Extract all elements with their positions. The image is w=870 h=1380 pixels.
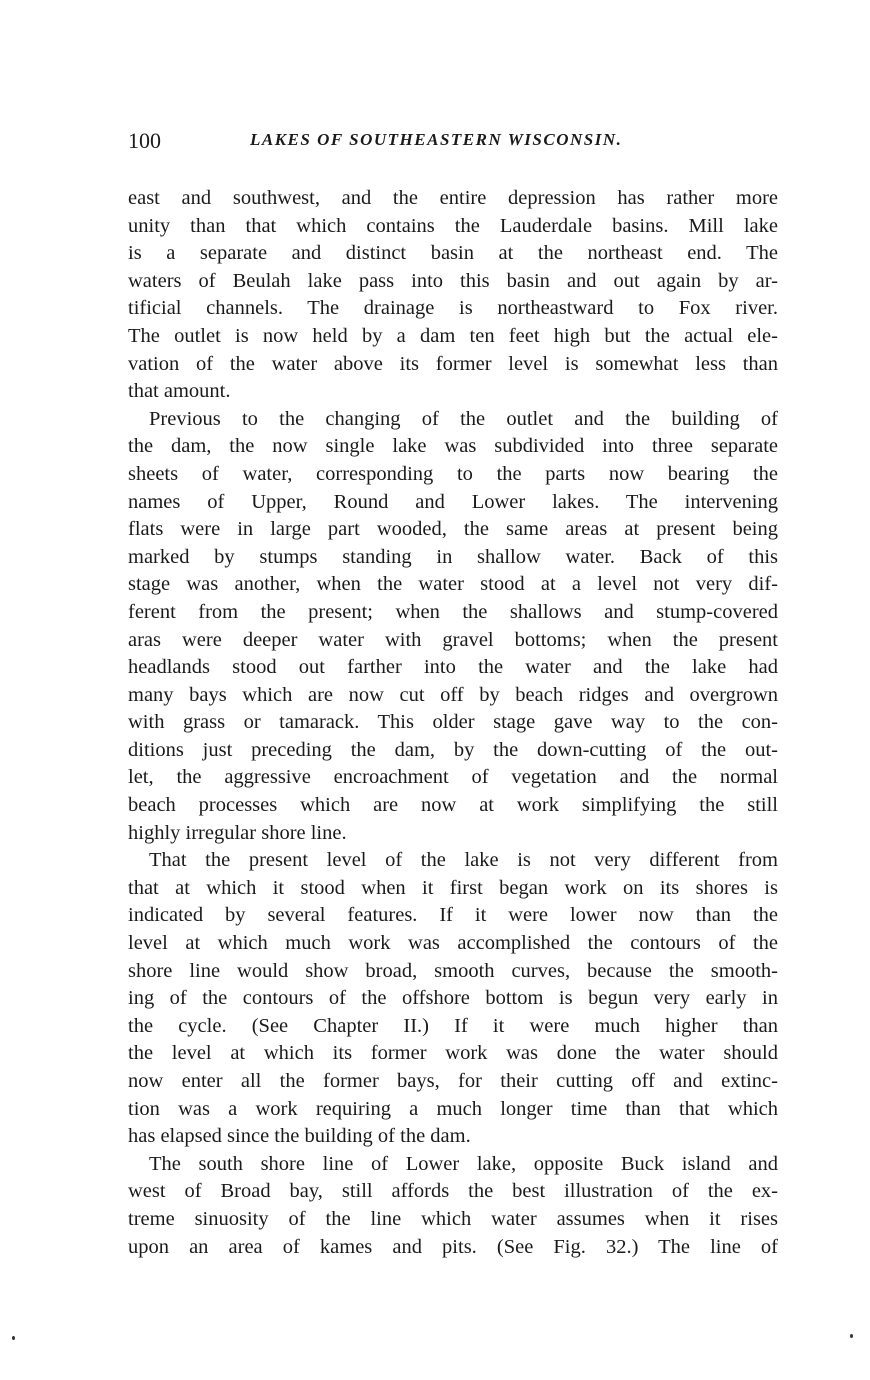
text-line: level at which much work was accomplished the contours of the	[128, 932, 778, 955]
text-line: aras were deeper water with gravel bottoms; when the present	[128, 628, 778, 651]
text-line: highly irregular shore line.	[128, 821, 347, 844]
page-header	[128, 128, 778, 160]
text-line: The south shore line of Lower lake, opposite Buck island and	[149, 1152, 778, 1175]
text-line: marked by stumps standing in shallow water. Back of this	[128, 545, 778, 568]
text-line: the cycle. (See Chapter II.) If it were much higher than	[128, 1014, 778, 1037]
text-line: That the present level of the lake is not very different from	[149, 849, 778, 872]
text-line: waters of Beulah lake pass into this basin and out again by ar-	[128, 269, 778, 292]
text-line: indicated by several features. If it were lower now than the	[128, 904, 778, 927]
text-line: let, the aggressive encroachment of vegetation and the normal	[128, 766, 778, 789]
text-line: The outlet is now held by a dam ten feet high but the actual ele-	[128, 324, 778, 347]
text-line: sheets of water, corresponding to the parts now bearing the	[128, 462, 778, 485]
text-line: flats were in large part wooded, the same areas at present being	[128, 518, 778, 541]
text-line: upon an area of kames and pits. (See Fig. 32.) The line of	[128, 1235, 778, 1258]
paragraph-2	[128, 406, 778, 848]
text-line: treme sinuosity of the line which water assumes when it rises	[128, 1207, 778, 1230]
paragraph-4	[128, 1151, 778, 1261]
text-line: has elapsed since the building of the dam.	[128, 1125, 471, 1148]
text-line: that amount.	[128, 380, 231, 403]
text-line: east and southwest, and the entire depression has rather more	[128, 187, 778, 209]
text-line: Previous to the changing of the outlet and the building of	[149, 407, 778, 430]
text-line: beach processes which are now at work simplifying the still	[128, 794, 778, 817]
running-head: LAKES OF SOUTHEASTERN WISCONSIN.	[250, 130, 623, 149]
text-line: vation of the water above its former level is somewhat less than	[128, 352, 778, 375]
text-line: ferent from the present; when the shallows and stump-covered	[128, 600, 778, 623]
text-line: ditions just preceding the dam, by the down-cutting of the out-	[128, 738, 778, 761]
text-line: is a separate and distinct basin at the northeast end. The	[128, 242, 778, 265]
text-line: the dam, the now single lake was subdivided into three separate	[128, 435, 778, 458]
text-line: names of Upper, Round and Lower lakes. The intervening	[128, 490, 778, 513]
paragraph-3	[128, 847, 778, 1151]
text-line: with grass or tamarack. This older stage gave way to the con-	[128, 711, 778, 734]
text-line: stage was another, when the water stood at a level not very dif-	[128, 573, 778, 596]
text-line: headlands stood out farther into the water and the lake had	[128, 656, 778, 679]
text-line: the level at which its former work was done the water should	[128, 1042, 778, 1065]
text-line: west of Broad bay, still affords the best illustration of the ex-	[128, 1180, 778, 1203]
scan-speck	[12, 1336, 15, 1340]
text-line: tificial channels. The drainage is northeastward to Fox river.	[128, 297, 778, 320]
text-line: many bays which are now cut off by beach ridges and overgrown	[128, 683, 778, 706]
text-line: unity than that which contains the Lauderdale basins. Mill lake	[128, 214, 778, 237]
text-line: now enter all the former bays, for their cutting off and extinc-	[128, 1070, 778, 1092]
scan-speck	[850, 1334, 853, 1338]
text-line: tion was a work requiring a much longer time than that which	[128, 1097, 778, 1120]
text-line: shore line would show broad, smooth curves, because the smooth-	[128, 959, 778, 982]
text-line: that at which it stood when it first began work on its shores is	[128, 876, 778, 899]
text-line: ing of the contours of the offshore bottom is begun very early in	[128, 987, 778, 1010]
page-number: 100	[128, 128, 161, 153]
paragraph-1	[128, 185, 778, 406]
body-text	[128, 185, 778, 1261]
